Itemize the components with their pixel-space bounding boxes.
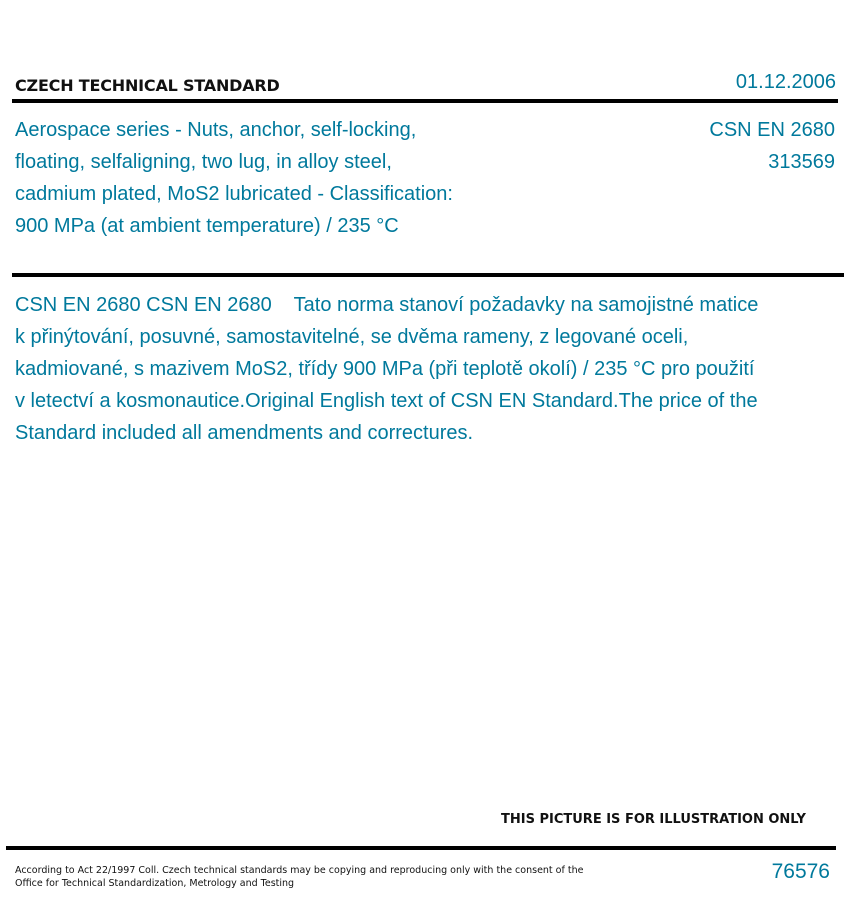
footer-rule — [6, 846, 836, 850]
document-description: CSN EN 2680 CSN EN 2680 Tato norma stanoví požadavky na samojistné matice k přinýtování, posuvné, samostavitelné, se dvěma rameny, z legované oceli, kadmiované, s mazivem MoS2, třídy 900 MPa (při teplotě okolí) / 235 °C pro použití v letectví a kosmonautice.Original English text of CSN EN Standard.The price of the Standard included all amendments and correctures. — [15, 294, 764, 444]
legal-text: According to Act 22/1997 Coll. Czech technical standards may be copying and reproducing only with the consent of the Office for Technical Standardization, Metrology and Testing — [15, 865, 584, 889]
document-codes — [709, 114, 835, 178]
catalog-number: 313569 — [768, 151, 835, 173]
header-label: CZECH TECHNICAL STANDARD — [15, 76, 280, 95]
document-title: Aerospace series - Nuts, anchor, self-locking, floating, selfaligning, two lug, in alloy steel, cadmium plated, MoS2 lubricated - Classification: 900 MPa (at ambient temperature) / 235 °C — [15, 119, 453, 237]
header-rule — [12, 99, 838, 103]
header-date: 01.12.2006 — [735, 71, 836, 93]
standard-code: CSN EN 2680 — [709, 119, 835, 141]
illustration-note: THIS PICTURE IS FOR ILLUSTRATION ONLY — [501, 812, 806, 827]
title-rule — [12, 273, 844, 277]
footer-code: 76576 — [771, 860, 830, 883]
